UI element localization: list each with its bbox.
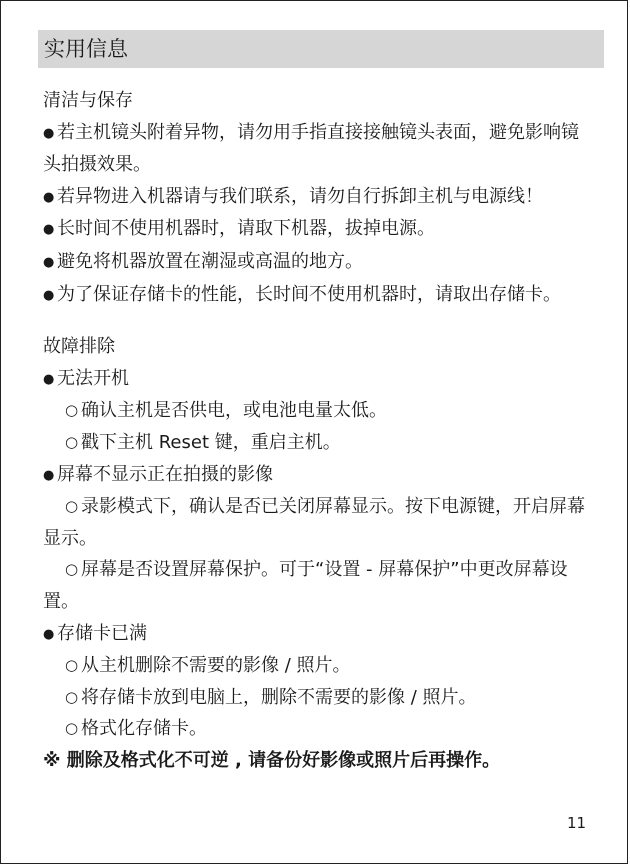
bullet-text: 长时间不使用机器时，请取下机器，拔掉电源。	[57, 218, 435, 240]
circle-bullet-icon: ○	[65, 401, 79, 420]
section-gap	[43, 311, 595, 331]
warning-note: ※ 删除及格式化不可逆 , 请备份好影像或照片后再操作。	[43, 749, 501, 771]
page-title: 实用信息	[38, 30, 604, 68]
trouble-group-label	[43, 363, 595, 396]
sub-text: 屏幕是否设置屏幕保护。可于“设置 - 屏幕保护”中更改屏幕设置。	[43, 559, 568, 612]
sub-item	[43, 682, 595, 714]
bullet-item	[43, 246, 595, 279]
sub-item	[43, 427, 595, 459]
bullet-item	[43, 181, 595, 214]
sub-item	[43, 395, 595, 427]
sub-text: 将存储卡放到电脑上，删除不需要的影像 / 照片。	[81, 686, 477, 708]
bullet-text: 无法开机	[57, 367, 129, 389]
sub-text: 确认主机是否供电，或电池电量太低。	[81, 400, 387, 422]
content	[43, 85, 595, 776]
bullet-dot-icon: ●	[43, 287, 55, 303]
bullet-text: 若主机镜头附着异物，请勿用手指直接接触镜头表面，避免影响镜头拍摄效果。	[43, 121, 579, 176]
sub-text: 戳下主机 Reset 键，重启主机。	[81, 431, 341, 453]
trouble-group-label	[43, 618, 595, 651]
bullet-dot-icon: ●	[43, 467, 55, 483]
sub-text: 格式化存储卡。	[81, 718, 207, 740]
page-number: 11	[567, 814, 587, 832]
bullet-dot-icon: ●	[43, 189, 55, 205]
bullet-item	[43, 213, 595, 246]
bullet-dot-icon: ●	[43, 125, 55, 141]
sub-text: 从主机删除不需要的影像 / 照片。	[81, 655, 351, 677]
bullet-dot-icon: ●	[43, 371, 55, 387]
bullet-item	[43, 279, 595, 312]
circle-bullet-icon: ○	[65, 432, 79, 451]
bullet-dot-icon: ●	[43, 626, 55, 642]
bullet-text: 若异物进入机器请与我们联系，请勿自行拆卸主机与电源线！	[57, 185, 543, 207]
sub-item	[43, 650, 595, 682]
section-heading-troubleshooting: 故障排除	[43, 336, 115, 358]
sub-item	[43, 491, 595, 554]
circle-bullet-icon: ○	[65, 719, 79, 738]
circle-bullet-icon: ○	[65, 687, 79, 706]
circle-bullet-icon: ○	[65, 656, 79, 675]
bullet-item	[43, 117, 595, 181]
sub-item	[43, 554, 595, 617]
circle-bullet-icon: ○	[65, 497, 79, 516]
bullet-text: 避免将机器放置在潮湿或高温的地方。	[57, 250, 363, 272]
section-heading-cleaning: 清洁与保存	[43, 90, 133, 111]
bullet-dot-icon: ●	[43, 254, 55, 270]
bullet-text: 存储卡已满	[57, 622, 147, 644]
bullet-text: 屏幕不显示正在拍摄的影像	[57, 463, 273, 485]
bullet-dot-icon: ●	[43, 222, 55, 238]
circle-bullet-icon: ○	[65, 560, 79, 579]
bullet-text: 为了保证存储卡的性能，长时间不使用机器时，请取出存储卡。	[57, 283, 561, 305]
sub-item	[43, 713, 595, 745]
sub-text: 录影模式下，确认是否已关闭屏幕显示。按下电源键，开启屏幕显示。	[43, 496, 585, 549]
trouble-group-label	[43, 459, 595, 492]
